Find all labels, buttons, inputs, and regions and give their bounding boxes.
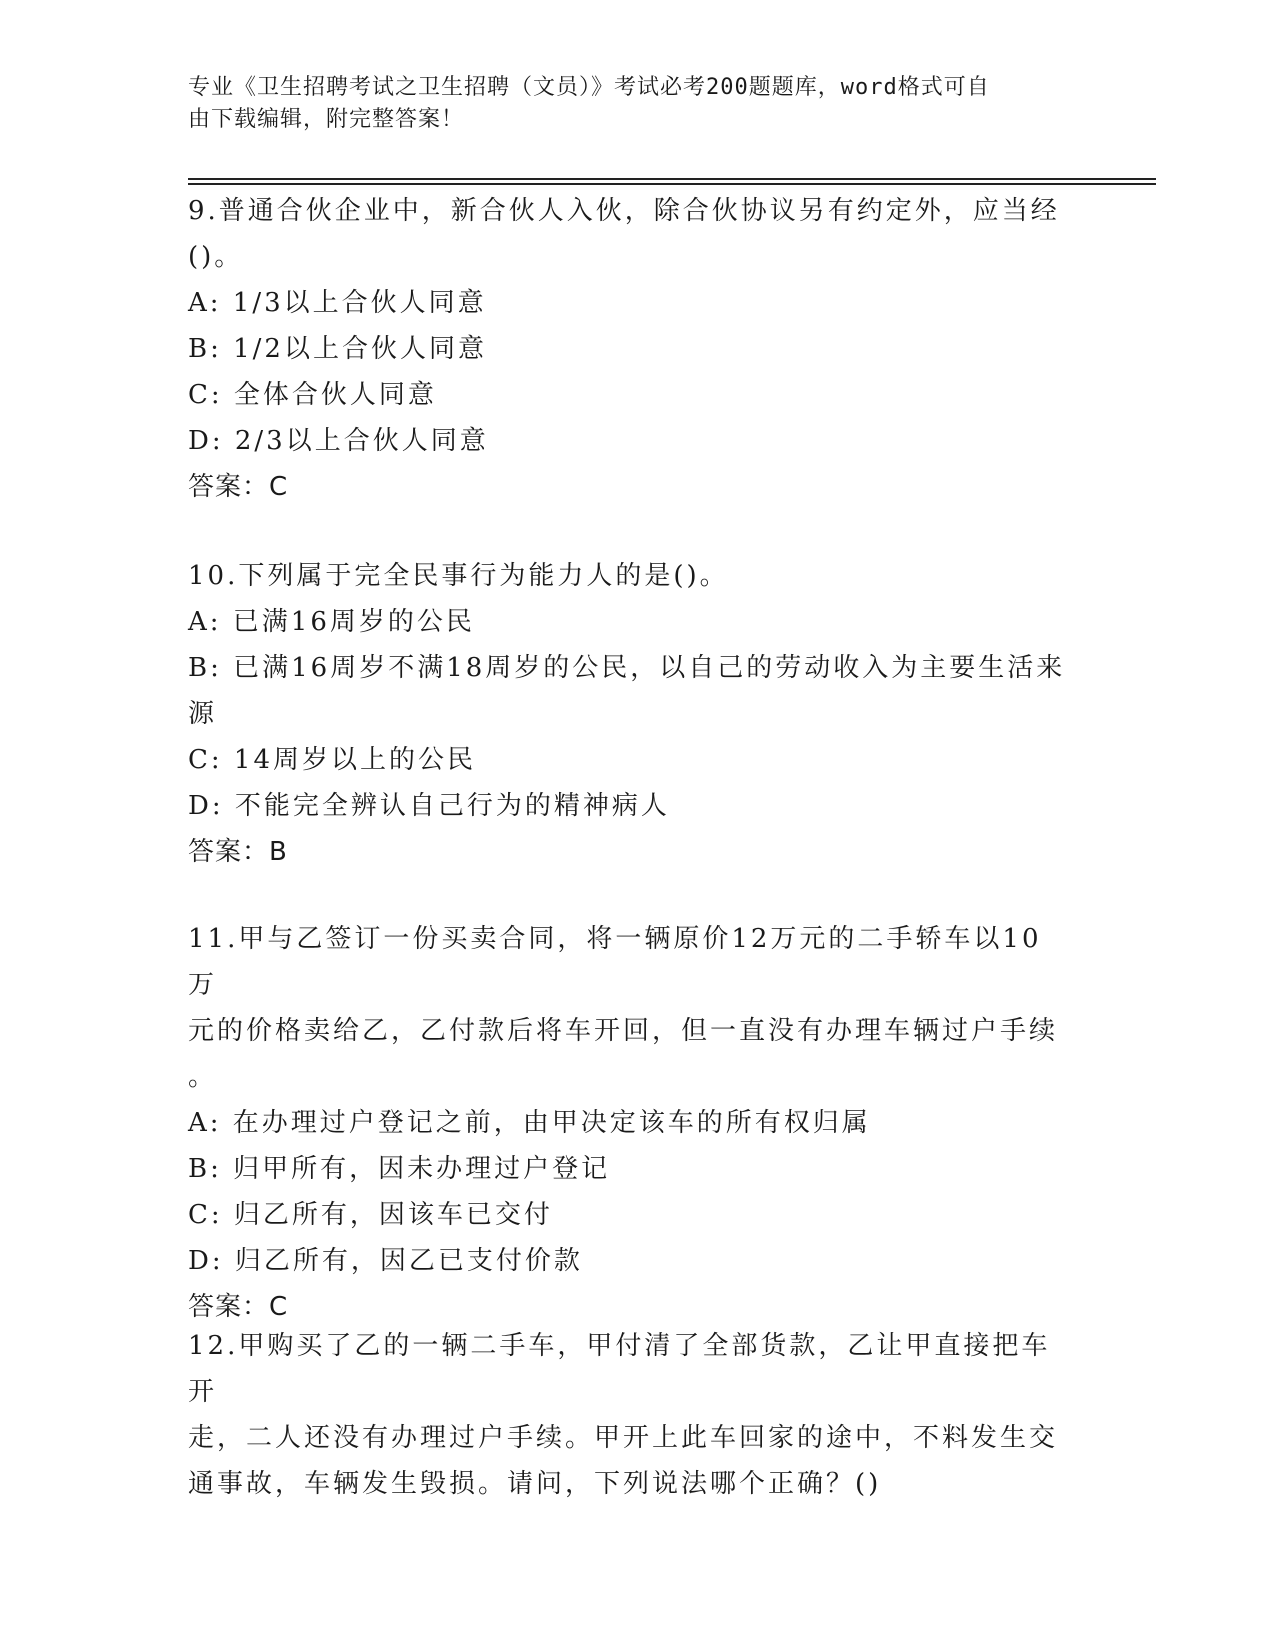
option-d: D: 归乙所有，因乙已支付价款 <box>188 1246 583 1276</box>
option-d: D: 不能完全辨认自己行为的精神病人 <box>188 791 670 821</box>
option-c: C: 14周岁以上的公民 <box>188 745 477 775</box>
question-stem: 11.甲与乙签订一份买卖合同，将一辆原价12万元的二手轿车以10万 <box>188 924 1042 1000</box>
option-d: D: 2/3以上合伙人同意 <box>188 426 489 456</box>
answer: 答案：B <box>188 837 288 867</box>
option-c: C: 全体合伙人同意 <box>188 380 437 410</box>
answer: 答案：C <box>188 1292 289 1322</box>
option-a: A: 1/3以上合伙人同意 <box>188 288 487 318</box>
header-divider-top <box>188 178 1156 180</box>
question-stem: ()。 <box>188 242 244 272</box>
option-b: B: 归甲所有，因未办理过户登记 <box>188 1154 611 1184</box>
question-10 <box>188 553 1068 875</box>
question-11 <box>188 916 1068 1330</box>
question-9 <box>188 188 1068 510</box>
question-stem: 10.下列属于完全民事行为能力人的是()。 <box>188 561 729 591</box>
option-b-continued: 源 <box>188 699 218 729</box>
question-stem: 通事故，车辆发生毁损。请问，下列说法哪个正确？() <box>188 1469 882 1499</box>
option-a: A: 在办理过户登记之前，由甲决定该车的所有权归属 <box>188 1108 871 1138</box>
header-divider-bottom <box>188 183 1156 185</box>
header-line-1: 专业《卫生招聘考试之卫生招聘（文员）》考试必考200题题库，word格式可自 <box>188 75 990 100</box>
question-stem: 12.甲购买了乙的一辆二手车，甲付清了全部货款，乙让甲直接把车开 <box>188 1331 1051 1407</box>
option-a: A: 已满16周岁的公民 <box>188 607 475 637</box>
option-b: B: 已满16周岁不满18周岁的公民，以自己的劳动收入为主要生活来 <box>188 653 1066 683</box>
question-stem: 。 <box>188 1062 218 1092</box>
question-stem: 元的价格卖给乙，乙付款后将车开回，但一直没有办理车辆过户手续 <box>188 1016 1059 1046</box>
question-12 <box>188 1323 1068 1507</box>
header-line-2: 由下载编辑，附完整答案！ <box>188 107 465 132</box>
question-stem: 9.普通合伙企业中，新合伙人入伙，除合伙协议另有约定外，应当经 <box>188 196 1060 226</box>
option-b: B: 1/2以上合伙人同意 <box>188 334 487 364</box>
document-header <box>188 72 1068 136</box>
answer: 答案：C <box>188 472 289 502</box>
option-c: C: 归乙所有，因该车已交付 <box>188 1200 553 1230</box>
question-stem: 走，二人还没有办理过户手续。甲开上此车回家的途中，不料发生交 <box>188 1423 1059 1453</box>
